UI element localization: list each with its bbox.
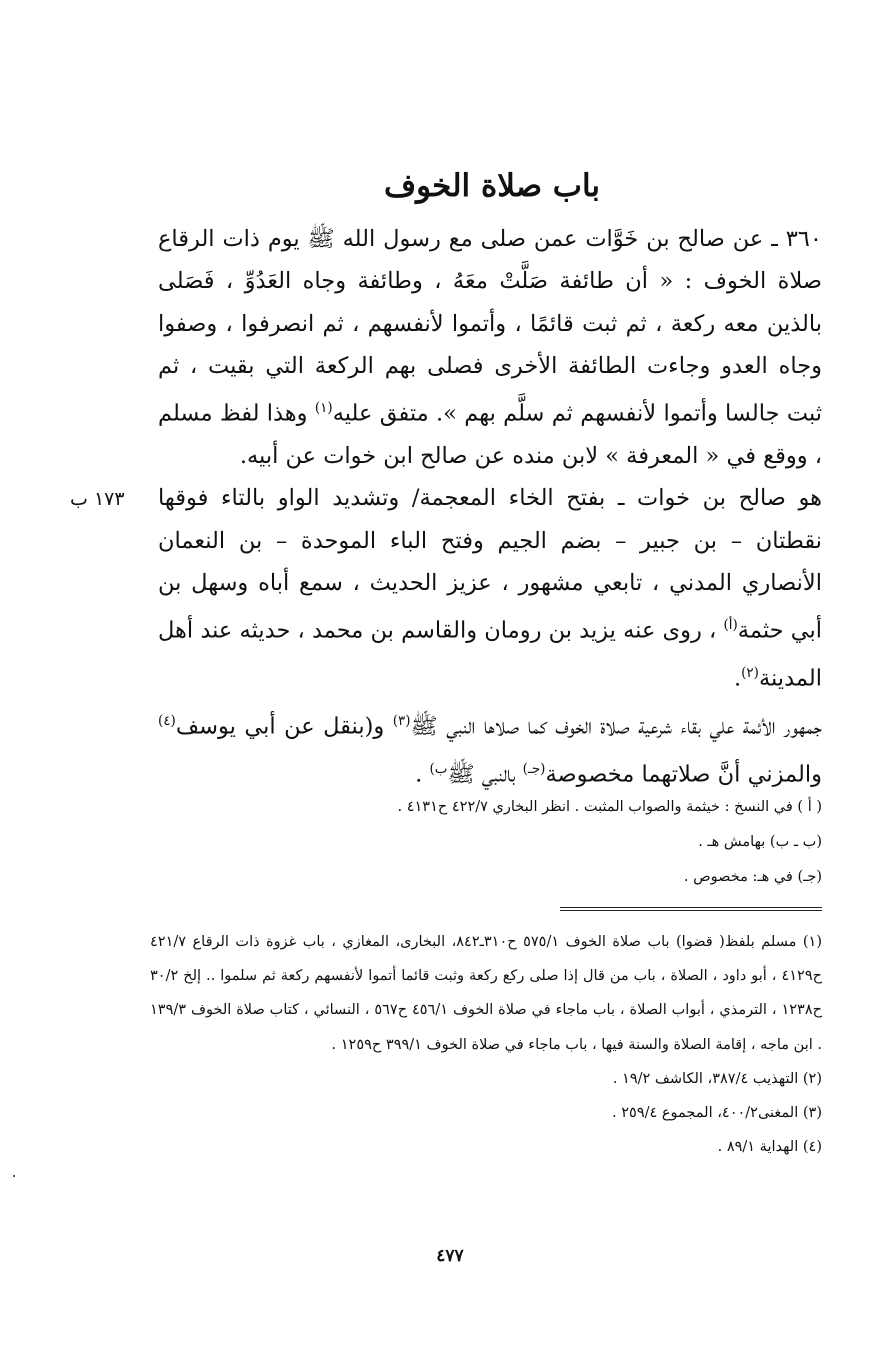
- source-note: (٢) التهذيب ٣٨٧/٤، الكاشف ١٩/٢ .: [612, 1070, 822, 1087]
- source-note: (١) مسلم بلفظ( قضوا) باب صلاة الخوف ٥٧٥/١ ح٣١٠ـ٨٤٢، البخارى، المغازي ، باب غزوة ذات الرقاع ٤٢١/٧ ح٤١٢٩ ، أبو داود ، الصلاة ، باب من قال إذا صلى ركع ركعة وثبت قائما أتموا لأنفسهم ركعة ثم سلموا .. إلخ ٣٠/٢ ح١٢٣٨ ، الترمذي ، أبواب الصلاة ، باب ماجاء في صلاة الخوف ٤٥٦/١ ح٥٦٧ ، النسائي ، كتاب صلاة الخوف ١٣٩/٣ . ابن ماجه ، إقامة الصلاة والسنة فيها ، باب ماجاء في صلاة الخوف ٣٩٩/١ ح١٢٥٩ .: [150, 934, 822, 1053]
- hadith-text: عن صالح بن خَوَّات عمن صلى مع رسول الله ﷺ يوم ذات الرقاع صلاة الخوف : « أن طائفة صَلَّتْ معَهُ ، وطائفة وجاه العَدُوِّ ، فَصَلى بالذين معه ركعة ، ثم ثبت قائمًا ، وأتموا لأنفسهم ، ثم انصرفوا ، وصفوا وجاه العدو وجاءت الطائفة الأخرى فصلى بهم الركعة التي بقيت ، ثم ثبت جالسا وأتموا لأنفسهم ثم سلَّم بهم ». متفق عليه: [158, 226, 823, 427]
- ruling-end: .: [415, 761, 423, 788]
- footnote-ref-3: (٣): [392, 712, 411, 729]
- scan-speck: [13, 1175, 15, 1177]
- footnote-ref-j: (جـ): [522, 760, 546, 777]
- page-number: ٤٧٧: [436, 1246, 464, 1266]
- ruling-text-d: بالنبي ﷺ: [447, 761, 516, 788]
- commentary-ruling: [158, 700, 822, 796]
- hadith-number: ٣٦٠ ـ: [771, 226, 822, 252]
- source-footnotes: [150, 925, 822, 1164]
- hadith-tail: وهذا لفظ مسلم ، ووقع في « المعرفة » لابن منده عن صالح ابن خوات عن أبيه.: [158, 400, 822, 469]
- editor-note: (جـ) في هـ: مخصوص .: [683, 869, 822, 885]
- source-note: (٤) الهداية ٨٩/١ .: [717, 1139, 822, 1156]
- footnote-divider-bottom: [560, 910, 822, 911]
- marker-b-close: ب): [429, 760, 448, 777]
- marker-b-open: و(ب: [358, 713, 385, 740]
- main-text: [158, 218, 822, 795]
- editor-note: (ب ـ ب) بهامش هـ .: [698, 834, 822, 850]
- footnote-ref-2: (٢): [741, 664, 759, 681]
- narrator-end: .: [733, 665, 742, 692]
- editor-footnotes: [280, 790, 822, 895]
- editor-note: ( أ ) في النسخ : خيثمة والصواب المثبت . انظر البخاري ٤٢٢/٧ ح٤١٣١ .: [397, 799, 822, 815]
- source-note: (٣) المغنى٤٠٠/٢، المجموع ٢٥٩/٤ .: [612, 1105, 822, 1122]
- footnote-ref-1: (١): [314, 400, 333, 417]
- ruling-text: جمهور الأئمة علي بقاء شرعية صلاة الخوف كما صلاها النبي ﷺ: [410, 713, 822, 740]
- hadith-paragraph: [158, 218, 822, 477]
- footnote-ref-4: (٤): [158, 712, 176, 729]
- footnote-ref-a: (أ): [723, 617, 738, 634]
- footnote-divider-top: [560, 907, 822, 908]
- narrator-text: هو صالح بن خوات ـ بفتح الخاء المعجمة/ وتشديد الواو بالتاء فوقها نقطتان – بن جبير – بضم الجيم وفتح الباء الموحدة – بن النعمان الأنصاري المدني ، تابعي مشهور ، عزيز الحديث ، سمع أباه وسهل بن أبي حثمة: [158, 485, 822, 644]
- commentary-narrator: [158, 477, 822, 699]
- chapter-heading: باب صلاة الخوف: [383, 168, 601, 204]
- narrator-text-cont: ، روى عنه يزيد بن رومان والقاسم بن محمد ، حديثه عند أهل المدينة: [158, 617, 822, 692]
- ruling-text-c: والمزني أنَّ صلاتهما مخصوصة: [545, 761, 822, 788]
- ruling-text-b: نقل عن أبي يوسف: [175, 713, 359, 740]
- manuscript-folio-marker: ١٧٣ ب: [70, 488, 125, 510]
